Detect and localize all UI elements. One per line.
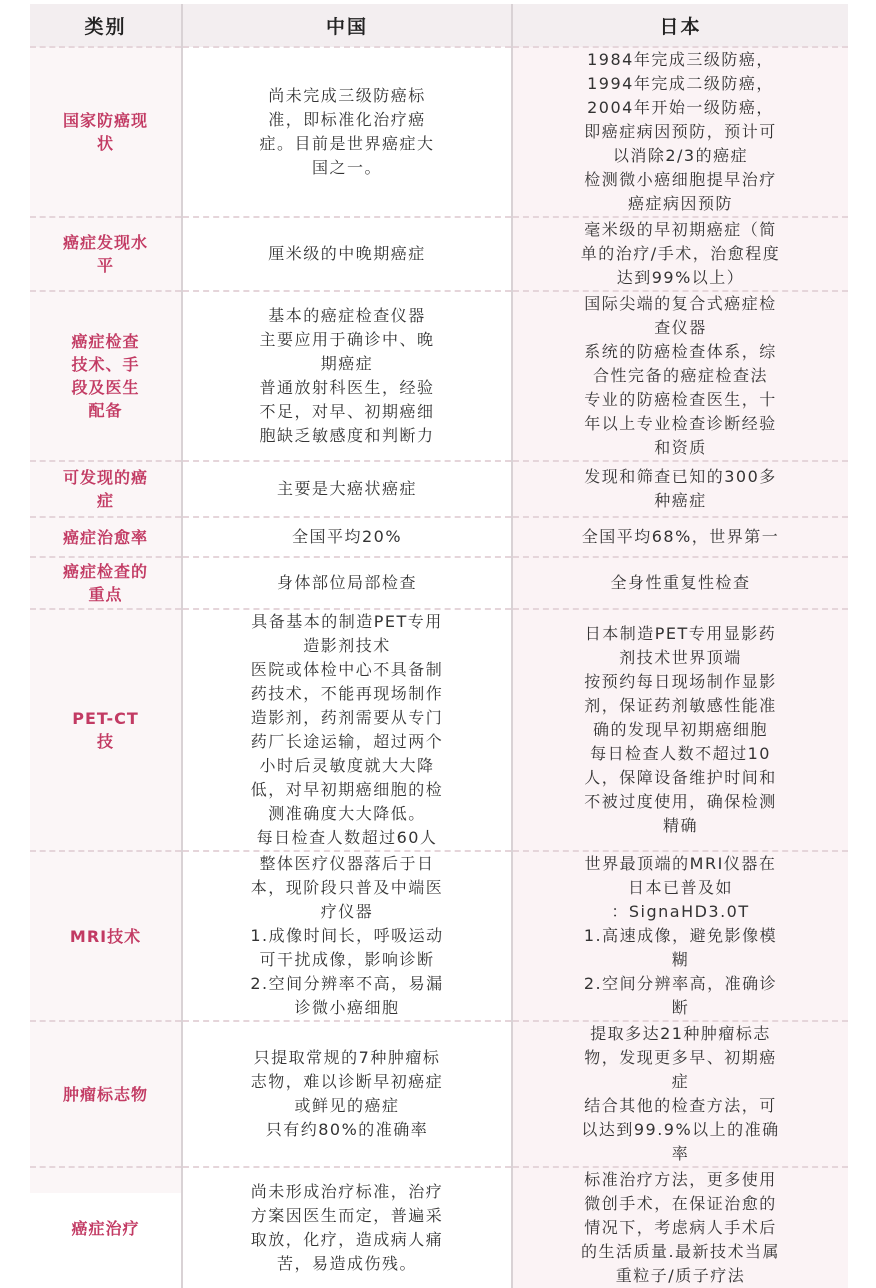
china-line: 每日检查人数超过60人 <box>256 828 438 847</box>
china-line: 医院或体检中心不具备制 <box>250 660 444 679</box>
japan-line: 全国平均68%，世界第一 <box>581 527 780 546</box>
japan-line: 率 <box>671 1144 690 1163</box>
comparison-table <box>30 4 848 1288</box>
china-line: 普通放射科医生，经验 <box>259 378 435 397</box>
china-line: 只有约80%的准确率 <box>265 1120 429 1139</box>
japan-line: 精确 <box>662 816 698 835</box>
china-line: 胞缺乏敏感度和判断力 <box>259 426 435 445</box>
china-line: 具备基本的制造PET专用 <box>251 612 443 631</box>
japan-line: 年以上专业检查诊断经验 <box>584 414 777 433</box>
japan-cell <box>512 1167 848 1288</box>
comparison-sheet <box>30 4 848 1285</box>
china-line: 全国平均20% <box>291 527 403 546</box>
china-line: 本，现阶段只普及中端医 <box>250 878 444 897</box>
china-line: 主要应用于确诊中、晚 <box>259 330 435 349</box>
japan-line: 专业的防癌检查医生，十 <box>584 390 777 409</box>
japan-cell <box>512 217 848 291</box>
china-line: 只提取常规的7种肿瘤标 <box>253 1048 441 1067</box>
china-line: 主要是大癌状癌症 <box>276 479 417 498</box>
japan-line: 情况下，考虑病人手术后 <box>584 1218 777 1237</box>
china-line: 期癌症 <box>320 354 374 373</box>
china-line: 诊微小癌细胞 <box>294 998 400 1017</box>
china-line: 方案因医生而定，普遍采 <box>250 1206 444 1225</box>
japan-line: 的生活质量.最新技术当属 <box>580 1242 781 1261</box>
table-row <box>30 217 848 291</box>
japan-line: 系统的防癌检查体系，综 <box>584 342 777 361</box>
japan-line: 单的治疗/手术，治愈程度 <box>580 244 781 263</box>
japan-cell <box>512 1021 848 1167</box>
japan-line: 标准治疗方法，更多使用 <box>584 1170 777 1189</box>
japan-line: 毫米级的早初期癌症（简 <box>584 220 777 239</box>
japan-line: 和资质 <box>654 438 707 457</box>
header-row <box>30 4 848 47</box>
category-cell: MRI技术 <box>30 851 182 1021</box>
header-china: 中国 <box>182 4 512 47</box>
japan-line: 确的发现早初期癌细胞 <box>592 720 768 739</box>
china-line: 取放，化疗，造成病人痛 <box>250 1230 444 1249</box>
japan-line: 2004年开始一级防癌， <box>587 98 774 117</box>
china-line: 低，对早初期癌细胞的检 <box>250 780 444 799</box>
table-row <box>30 851 848 1021</box>
china-cell <box>182 1167 512 1288</box>
japan-line: 2.空间分辨率高，准确诊 <box>583 974 778 993</box>
japan-line: 合性完备的癌症检查法 <box>592 366 768 385</box>
table-row <box>30 557 848 609</box>
china-line: 2.空间分辨率不高，易漏 <box>250 974 444 993</box>
china-cell <box>182 47 512 217</box>
japan-line: 微创手术，在保证治愈的 <box>584 1194 777 1213</box>
japan-line: 1984年完成三级防癌， <box>587 50 774 69</box>
japan-line: 按预约每日现场制作显影 <box>584 672 777 691</box>
table-row <box>30 517 848 557</box>
japan-cell <box>512 291 848 461</box>
japan-cell <box>512 609 848 851</box>
japan-line: 剂技术世界顶端 <box>619 648 742 667</box>
china-line: 准，即标准化治疗癌 <box>268 110 426 129</box>
china-line: 尚未形成治疗标准，治疗 <box>250 1182 444 1201</box>
category-cell: 癌症发现水 平 <box>30 217 182 291</box>
china-cell <box>182 851 512 1021</box>
japan-line: 症 <box>671 1072 690 1091</box>
japan-line: 检测微小癌细胞提早治疗 <box>584 170 777 189</box>
china-line: 测准确度大大降低。 <box>268 804 426 823</box>
japan-line: 发现和筛查已知的300多 <box>584 467 777 486</box>
china-line: 疗仪器 <box>320 902 374 921</box>
japan-line: 以消除2/3的癌症 <box>612 146 749 165</box>
japan-line: 即癌症病因预防，预计可 <box>584 122 777 141</box>
table-row <box>30 291 848 461</box>
china-cell <box>182 291 512 461</box>
japan-line: 剂，保证药剂敏感性能准 <box>584 696 777 715</box>
japan-line: 日本制造PET专用显影药 <box>584 624 777 643</box>
japan-line: 糊 <box>671 950 690 969</box>
china-cell <box>182 217 512 291</box>
japan-line: 1994年完成二级防癌， <box>587 74 774 93</box>
table-row <box>30 47 848 217</box>
japan-line: 癌症病因预防 <box>627 194 733 213</box>
table-row <box>30 1021 848 1167</box>
japan-line: 物，发现更多早、初期癌 <box>584 1048 777 1067</box>
japan-line: 人，保障设备维护时间和 <box>584 768 777 787</box>
china-line: 不足，对早、初期癌细 <box>259 402 435 421</box>
japan-line: 结合其他的检查方法，可 <box>584 1096 777 1115</box>
japan-line: 1.高速成像，避免影像模 <box>583 926 778 945</box>
china-line: 造影剂，药剂需要从专门 <box>250 708 444 727</box>
category-cell: 癌症检查 技术、手 段及医生 配备 <box>30 291 182 461</box>
japan-line: 提取多达21种肿瘤标志 <box>590 1024 771 1043</box>
china-line: 药厂长途运输，超过两个 <box>250 732 444 751</box>
category-cell: 可发现的癌 症 <box>30 461 182 517</box>
japan-line: 每日检查人数不超过10 <box>590 744 771 763</box>
china-cell <box>182 517 512 557</box>
china-line: 国之一。 <box>311 158 382 177</box>
china-line: 基本的癌症检查仪器 <box>268 306 426 325</box>
china-cell <box>182 1021 512 1167</box>
china-line: 厘米级的中晚期癌症 <box>268 244 426 263</box>
japan-cell <box>512 851 848 1021</box>
china-line: 1.成像时间长，呼吸运动 <box>250 926 444 945</box>
table-row <box>30 461 848 517</box>
japan-line: 重粒子/质子疗法 <box>615 1266 746 1285</box>
china-cell <box>182 461 512 517</box>
japan-line: 断 <box>671 998 690 1017</box>
japan-line: 种癌症 <box>654 491 707 510</box>
table-row <box>30 609 848 851</box>
japan-line: 日本已普及如 <box>627 878 733 897</box>
china-line: 可干扰成像，影响诊断 <box>259 950 435 969</box>
japan-line: 查仪器 <box>654 318 707 337</box>
china-line: 苦，易造成伤残。 <box>276 1254 417 1273</box>
japan-line: 世界最顶端的MRI仪器在 <box>584 854 777 873</box>
category-cell: 癌症治疗 <box>30 1167 182 1288</box>
table-row <box>30 1167 848 1288</box>
china-line: 尚未完成三级防癌标 <box>268 86 426 105</box>
china-line: 身体部位局部检查 <box>276 573 417 592</box>
japan-line: 以达到99.9%以上的准确 <box>581 1120 780 1139</box>
category-cell: 肿瘤标志物 <box>30 1021 182 1167</box>
category-cell: 国家防癌现 状 <box>30 47 182 217</box>
china-cell <box>182 609 512 851</box>
china-line: 整体医疗仪器落后于日 <box>259 854 435 873</box>
header-category: 类别 <box>30 4 182 47</box>
japan-cell <box>512 517 848 557</box>
china-line: 或鲜见的癌症 <box>294 1096 400 1115</box>
china-line: 小时后灵敏度就大大降 <box>259 756 435 775</box>
category-cell: PET-CT 技 <box>30 609 182 851</box>
china-line: 志物，难以诊断早初癌症 <box>250 1072 444 1091</box>
category-cell: 癌症治愈率 <box>30 517 182 557</box>
japan-cell <box>512 557 848 609</box>
china-line: 造影剂技术 <box>303 636 391 655</box>
china-line: 症。目前是世界癌症大 <box>259 134 435 153</box>
japan-line: 国际尖端的复合式癌症检 <box>584 294 777 313</box>
japan-line: 不被过度使用，确保检测 <box>584 792 777 811</box>
japan-cell <box>512 47 848 217</box>
japan-line: 全身性重复性检查 <box>610 573 751 592</box>
japan-line: ：SignaHD3.0T <box>611 902 750 921</box>
header-japan: 日本 <box>512 4 848 47</box>
china-line: 药技术，不能再现场制作 <box>250 684 444 703</box>
japan-cell <box>512 461 848 517</box>
china-cell <box>182 557 512 609</box>
category-cell: 癌症检查的 重点 <box>30 557 182 609</box>
japan-line: 达到99%以上） <box>616 268 745 287</box>
